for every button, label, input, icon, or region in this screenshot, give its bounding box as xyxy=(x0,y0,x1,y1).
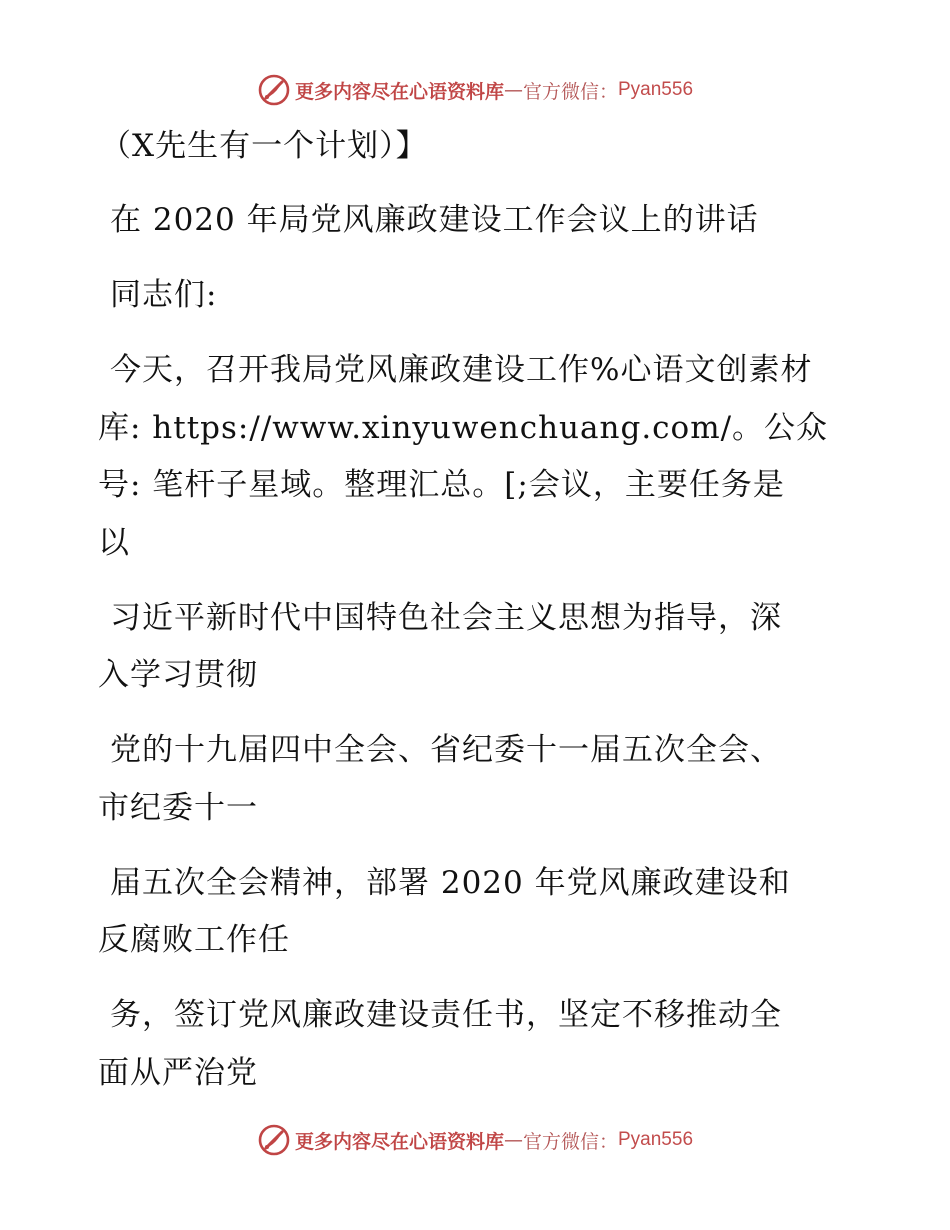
doc-line-5: 库: https://www.xinyuwenchuang.com/。公众 xyxy=(98,410,829,446)
watermark-wechat-id: Pyan556 xyxy=(618,1129,694,1150)
doc-line-8: 习近平新时代中国特色社会主义思想为指导，深 xyxy=(110,600,782,636)
watermark-wechat-label: 官方微信： xyxy=(522,80,618,103)
watermark-main-text: 更多内容尽在心语资料库 xyxy=(294,80,504,103)
doc-line-14: 务，签订党风廉政建设责任书，坚定不移推动全 xyxy=(110,997,782,1033)
watermark-wechat-label: 官方微信： xyxy=(522,1130,618,1153)
doc-line-3: 同志们: xyxy=(110,277,218,313)
doc-line-11: 市纪委十一 xyxy=(98,790,258,826)
doc-line-12: 届五次全会精神，部署 2020 年党风廉政建设和 xyxy=(110,865,791,901)
doc-line-6: 号: 笔杆子星域。整理汇总。[;会议，主要任务是 xyxy=(98,467,785,503)
doc-line-13: 反腐败工作任 xyxy=(98,922,290,958)
quill-pen-logo-icon xyxy=(257,73,291,107)
watermark-dash: — xyxy=(503,1129,523,1151)
header-watermark-content xyxy=(257,70,693,110)
watermark-wechat-id: Pyan556 xyxy=(618,79,694,100)
header-watermark-banner xyxy=(0,70,950,110)
doc-line-9: 入学习贯彻 xyxy=(98,657,258,693)
doc-line-1: （X先生有一个计划）】 xyxy=(100,128,428,164)
doc-line-15: 面从严治党 xyxy=(98,1055,258,1091)
footer-watermark-content xyxy=(257,1120,693,1160)
doc-line-7: 以 xyxy=(98,525,130,561)
doc-line-4: 今天，召开我局党风廉政建设工作%心语文创素材 xyxy=(110,352,813,388)
doc-line-10: 党的十九届四中全会、省纪委十一届五次全会、 xyxy=(110,732,782,768)
doc-line-2: 在 2020 年局党风廉政建设工作会议上的讲话 xyxy=(110,202,759,238)
quill-pen-logo-icon xyxy=(257,1123,291,1157)
watermark-dash: — xyxy=(503,79,523,101)
watermark-main-text: 更多内容尽在心语资料库 xyxy=(294,1130,504,1153)
footer-watermark-banner xyxy=(0,1120,950,1160)
